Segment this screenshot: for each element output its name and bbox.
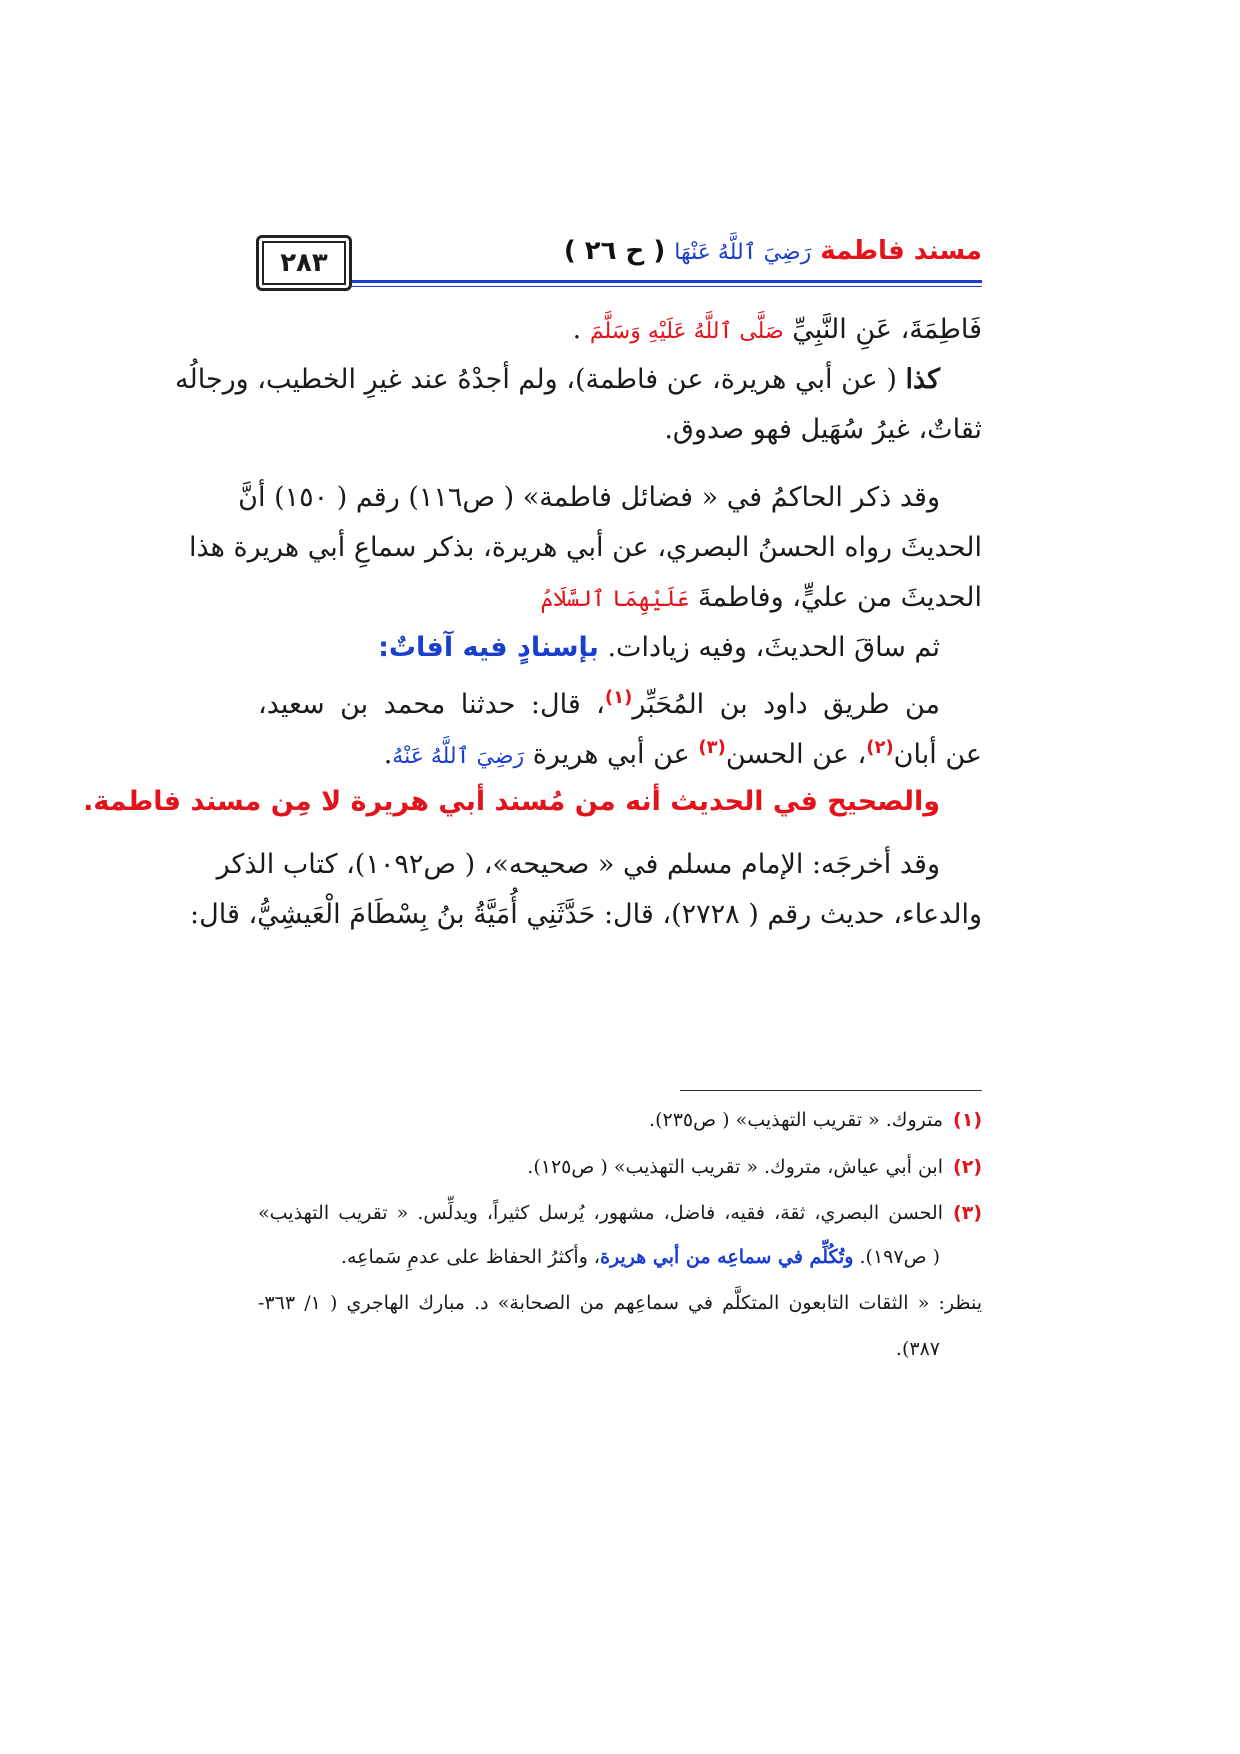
body-line-6 [540, 578, 982, 620]
header-rule [352, 280, 982, 283]
footnote-number: (٣) [953, 1202, 982, 1224]
running-head [564, 236, 982, 266]
text: . [383, 739, 393, 770]
footnote-3-ref-cont [896, 1334, 940, 1364]
footnote-text: ابن أبي عياش، متروك. « تقريب التهذيب» ( ص١٢٥). [527, 1156, 944, 1178]
body-line-4 [238, 478, 940, 518]
footnote-ref-3[interactable]: (٣) [698, 737, 726, 758]
footnote-number: (١) [953, 1109, 982, 1131]
body-line-5 [188, 528, 982, 568]
highlight-isnad: بإسنادٍ فيه آفاتٌ: [378, 632, 599, 663]
body-line-9 [384, 728, 982, 777]
footnote-3-ref [258, 1288, 982, 1318]
footnote-ref-1[interactable]: (١) [604, 687, 633, 708]
text: ، قال: حدثنا محمد بن سعيد، [258, 689, 605, 720]
text: ( عن أبي هريرة، عن فاطمة)، ولم أجدْهُ عند غيرِ الخطيب، ورجالُه [175, 364, 906, 395]
body-line-3 [664, 410, 982, 450]
text: فَاطِمَةَ، عَنِ النَّبِيِّ [792, 314, 982, 345]
highlight-conclusion: والصحيح في الحديث أنه من مُسند أبي هريرة لا مِن مسند فاطمة. [83, 786, 940, 817]
page-number: ٢٨٣ [256, 235, 352, 291]
body-line-7 [378, 628, 940, 668]
footnote-text: ، وأكثرُ الحفاظ على عدمِ سَماعِه. [340, 1246, 601, 1268]
text: والدعاء، حديث رقم ( ٢٧٢٨)، قال: حَدَّثَنِي أُمَيَّةُ بنُ بِسْطَامَ الْعَيشِيُّ، قال: [190, 899, 982, 930]
body-line-2 [175, 360, 940, 400]
running-head-title: مسند فاطمة [820, 236, 982, 266]
honorific-radiya: رَضِيَ ٱللَّهُ عَنْهُ [392, 744, 525, 769]
body-line-1 [573, 310, 982, 352]
footnote-1 [649, 1105, 982, 1135]
text: ، عن الحسن [725, 739, 867, 770]
text: ثم ساقَ الحديثَ، وفيه زيادات. [607, 632, 940, 663]
footnote-text: ينظر: « الثقات التابعون المتكلَّم في سماعِهم من الصحابة» د. مبارك الهاجري ( ١/ ٣٦٣- [258, 1292, 982, 1314]
text: عن أبان [893, 739, 982, 770]
footnote-text: متروك. « تقريب التهذيب» ( ص٢٣٥). [649, 1109, 944, 1131]
footnote-text: ٣٨٧). [895, 1338, 940, 1360]
text: وقد ذكر الحاكمُ في « فضائل فاطمة» ( ص١١٦) رقم ( ١٥٠) أنَّ [238, 482, 940, 513]
honorific-salla: صَلَّى ٱللَّهُ عَلَيْهِ وَسَلَّمَ [589, 319, 784, 344]
text: عن أبي هريرة [532, 739, 699, 770]
bold-word: كذا [905, 364, 940, 395]
text: . [572, 314, 582, 345]
body-line-10 [83, 782, 940, 822]
text: وقد أخرجَه: الإمام مسلم في « صحيحه»، ( ص١٠٩٢)، كتاب الذكر [216, 849, 940, 880]
text: الحديثَ من عليٍّ، وفاطمةَ [697, 582, 982, 613]
body-line-11 [216, 845, 940, 885]
footnote-text: الحسن البصري، ثقة، فقيه، فاضل، مشهور، يُرسل كثيراً، ويدلِّس. « تقريب التهذيب» [258, 1202, 944, 1224]
footnote-text: ( ص١٩٧). [859, 1246, 940, 1268]
text: من طريق داود بن المُحَبِّر [632, 689, 941, 720]
footnote-separator [680, 1090, 982, 1091]
text: الحديثَ رواه الحسنُ البصري، عن أبي هريرة، بذكر سماعِ أبي هريرة هذا [188, 532, 982, 563]
footnote-ref-2[interactable]: (٢) [866, 737, 894, 758]
header-rule-thin [352, 286, 982, 287]
footnote-3-cont [341, 1242, 940, 1272]
running-head-hadith-ref: ( ح ٢٦ ) [563, 236, 666, 266]
text: ثقاتٌ، غيرُ سُهَيل فهو صدوق. [664, 414, 982, 445]
running-head-honorific: رَضِيَ ٱللَّهُ عَنْهَا [674, 240, 812, 265]
body-line-12 [190, 895, 982, 935]
footnote-2 [527, 1152, 982, 1182]
body-line-8 [258, 678, 940, 725]
footnote-highlight: وتُكُلِّم في سماعِه من أبي هريرة [600, 1246, 854, 1268]
honorific-alayhima: عَلَيْهِمَا ٱلسَّلَامُ [540, 587, 690, 612]
footnote-3 [258, 1198, 982, 1228]
footnote-number: (٢) [953, 1156, 982, 1178]
